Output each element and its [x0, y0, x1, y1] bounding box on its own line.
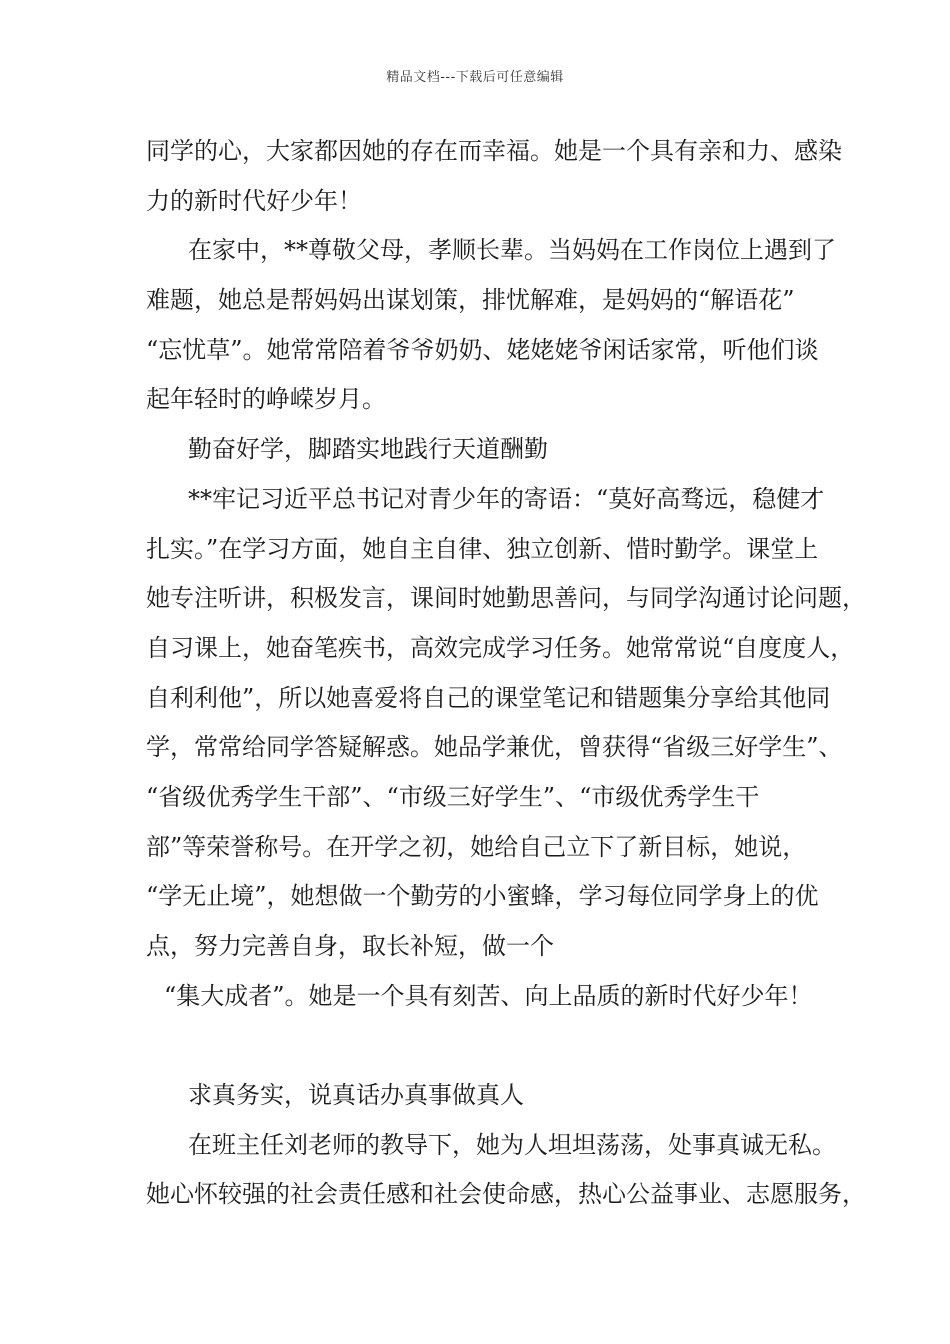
text-line: “学无止境”，她想做一个勤劳的小蜜蜂，学习每位同学身上的优	[146, 882, 819, 910]
text-line: 学，常常给同学答疑解惑。她品学兼优，曾获得“省级三好学生”、	[146, 733, 843, 761]
page-header: 精品文档---下载后可任意编辑	[386, 70, 564, 85]
section-heading: 求真务实，说真话办真事做真人	[188, 1081, 524, 1109]
text-line: “集大成者”。她是一个具有刻苦、向上品质的新时代好少年！	[164, 982, 813, 1010]
text-line: 力的新时代好少年！	[146, 187, 362, 215]
text-line: 同学的心，大家都因她的存在而幸福。她是一个具有亲和力、感染	[146, 137, 842, 165]
text-line: “省级优秀学生干部”、“市级三好学生”、“市级优秀学生干	[146, 783, 760, 811]
text-line: 部”等荣誉称号。在开学之初，她给自己立下了新目标，她说，	[146, 833, 807, 861]
section-heading: 勤奋好学，脚踏实地践行天道酬勤	[188, 435, 548, 463]
text-line: 在家中，**尊敬父母，孝顺长辈。当妈妈在工作岗位上遇到了	[188, 236, 836, 264]
text-line: “忘忧草”。她常常陪着爷爷奶奶、姥姥姥爷闲话家常，听他们谈	[146, 336, 819, 364]
text-line: 起年轻时的峥嵘岁月。	[146, 385, 386, 413]
text-line: 难题，她总是帮妈妈出谋划策，排忧解难，是妈妈的“解语花”	[146, 286, 795, 314]
text-line: 自利利他”，所以她喜爱将自己的课堂笔记和错题集分享给其他同	[146, 684, 831, 712]
text-line: 她心怀较强的社会责任感和社会使命感，热心公益事业、志愿服务，	[146, 1180, 866, 1208]
text-line: 扎实。”在学习方面，她自主自律、独立创新、惜时勤学。课堂上	[146, 535, 819, 563]
text-line: 点，努力完善自身，取长补短，做一个	[146, 932, 554, 960]
text-line: 她专注听讲，积极发言，课间时她勤思善问，与同学沟通讨论问题，	[146, 584, 866, 612]
text-line: 自习课上，她奋笔疾书，高效完成学习任务。她常常说“自度度人，	[146, 634, 855, 662]
text-line: **牢记习近平总书记对青少年的寄语：“莫好高骛远，稳健才	[188, 485, 825, 513]
text-line: 在班主任刘老师的教导下，她为人坦坦荡荡，处事真诚无私。	[188, 1131, 836, 1159]
